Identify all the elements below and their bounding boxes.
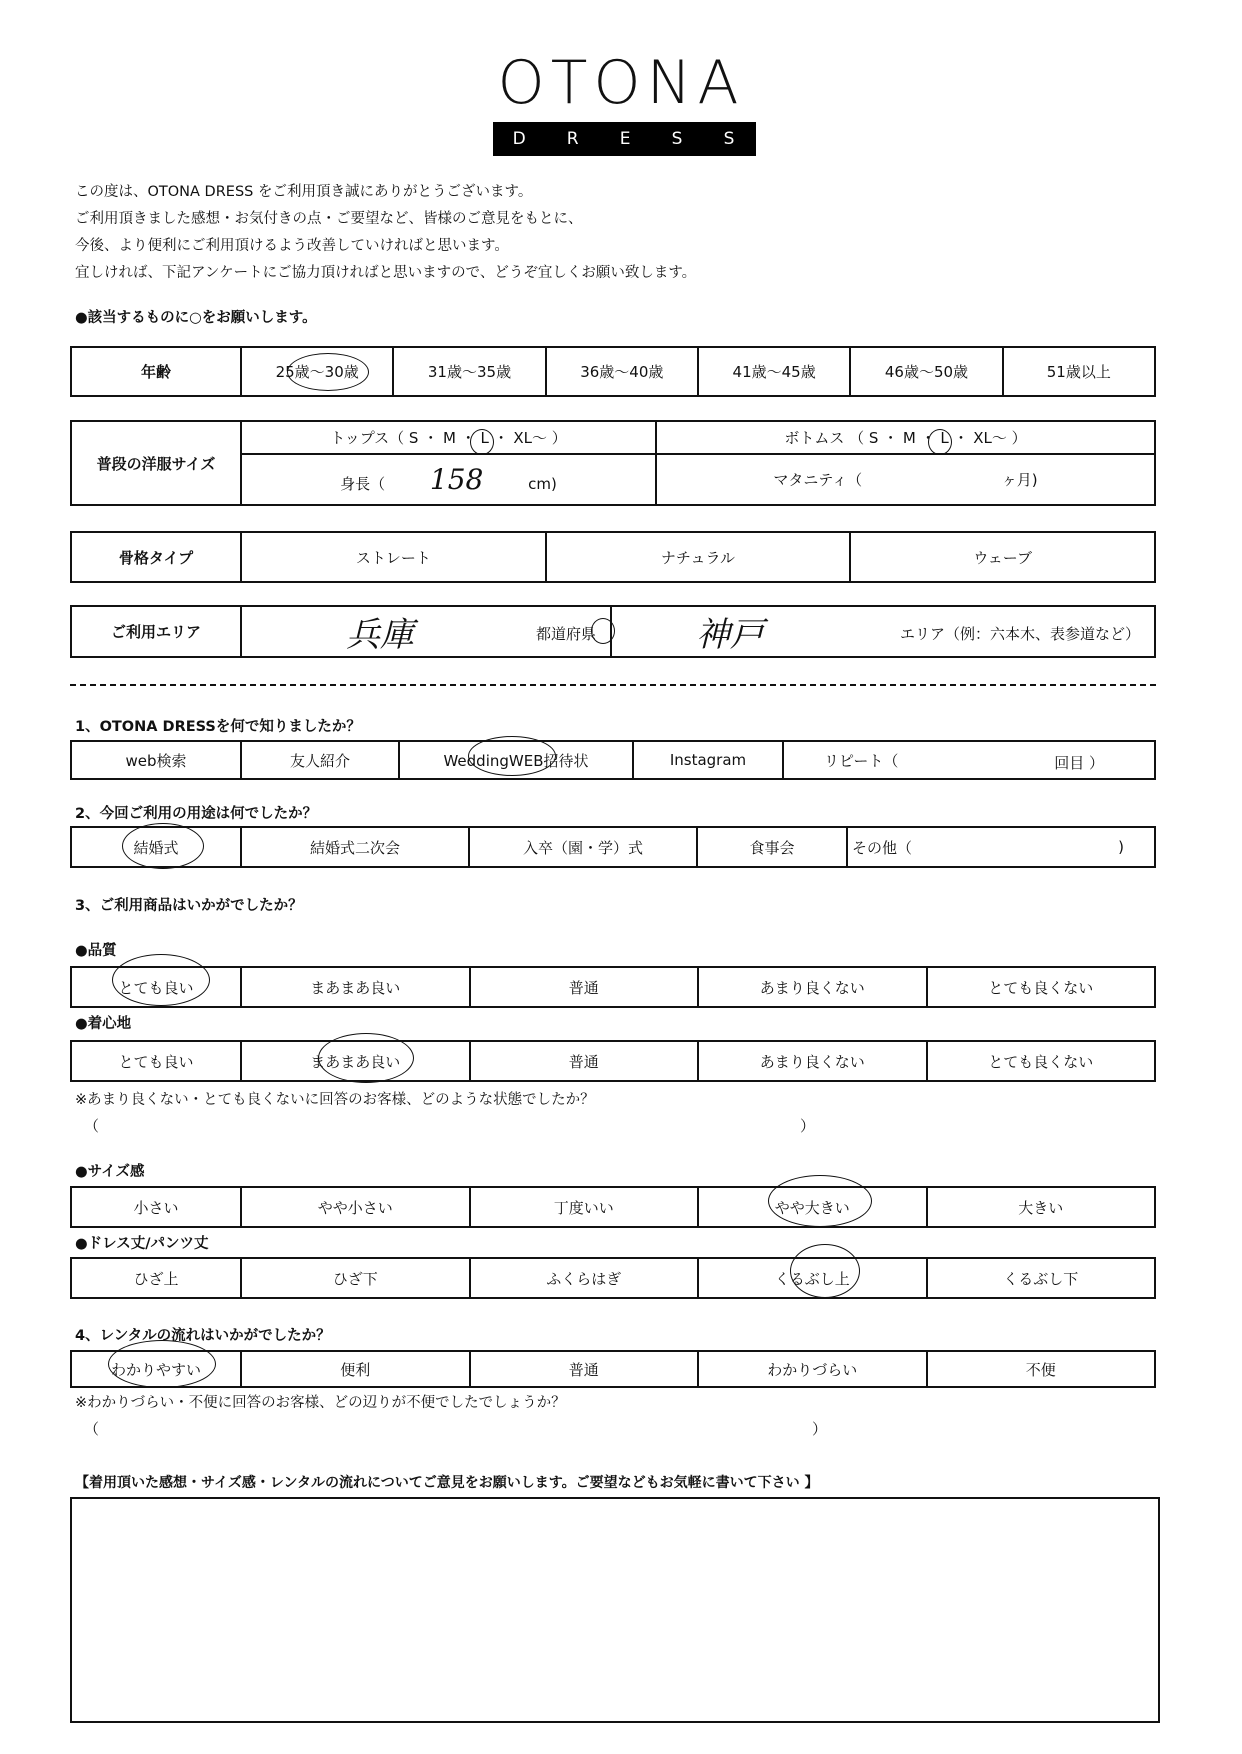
- intro-line: 今後、より便利にご利用頂けるよう改善していければと思います。: [75, 238, 509, 254]
- logo-subbar: [493, 122, 756, 156]
- comfort-open-paren: （: [84, 1117, 100, 1135]
- maternity-unit: ヶ月): [1001, 471, 1038, 490]
- q4-option[interactable]: 普通: [470, 1351, 699, 1387]
- intro-line: ご利用頂きました感想・お気付きの点・ご要望など、皆様のご意見をもとに、: [75, 211, 583, 227]
- intro-line: この度は、OTONA DRESS をご利用頂き誠にありがとうございます。: [75, 184, 533, 200]
- logo-letter: D: [512, 129, 528, 149]
- comfort-option[interactable]: あまり良くない: [698, 1041, 927, 1081]
- q4-close-paren: ）: [812, 1420, 828, 1438]
- age-table: [70, 346, 1156, 397]
- area-label: ご利用エリア: [71, 606, 241, 657]
- q2-other-field[interactable]: [847, 827, 1155, 867]
- intro-line: 宜しければ、下記アンケートにご協力頂ければと思いますので、どうぞ宜しくお願い致します。: [75, 265, 697, 281]
- tops-size[interactable]: トップス（ S ・ M ・ L ・ XL〜 ）: [241, 421, 656, 454]
- logo-letter: S: [723, 129, 737, 149]
- height-field[interactable]: [241, 454, 656, 505]
- quality-option[interactable]: 普通: [470, 967, 699, 1007]
- height-value: 158: [429, 463, 484, 497]
- q1-repeat-label: リピート（: [824, 751, 899, 770]
- q1-title: 1、OTONA DRESSを何で知りましたか？: [75, 719, 361, 735]
- comfort-close-paren: ）: [800, 1117, 816, 1135]
- comfort-option[interactable]: まあまあ良い: [241, 1041, 470, 1081]
- fit-table: [70, 1186, 1156, 1228]
- q2-option[interactable]: 食事会: [697, 827, 847, 867]
- q4-open-paren: （: [84, 1420, 100, 1438]
- quality-option[interactable]: とても良くない: [927, 967, 1156, 1007]
- body-type-option[interactable]: ナチュラル: [546, 532, 851, 582]
- q3-title: 3、ご利用商品はいかがでしたか？: [75, 898, 303, 914]
- age-option[interactable]: 31歳〜35歳: [393, 347, 545, 396]
- age-option[interactable]: 41歳〜45歳: [698, 347, 850, 396]
- q2-option[interactable]: 結婚式二次会: [241, 827, 469, 867]
- q2-other-label: その他（: [852, 838, 913, 857]
- quality-option[interactable]: あまり良くない: [698, 967, 927, 1007]
- length-option[interactable]: くるぶし下: [927, 1258, 1156, 1298]
- comfort-label: ●着心地: [75, 1016, 132, 1032]
- q4-note: ※わかりづらい・不便に回答のお客様、どの辺りが不便でしたでしょうか？: [75, 1395, 566, 1411]
- age-option[interactable]: 51歳以上: [1003, 347, 1155, 396]
- q1-table: [70, 740, 1156, 780]
- city-field[interactable]: [611, 606, 1155, 657]
- logo-letter: S: [671, 129, 685, 149]
- comfort-note: ※あまり良くない・とても良くないに回答のお客様、どのような状態でしたか？: [75, 1092, 595, 1108]
- age-option[interactable]: 46歳〜50歳: [850, 347, 1002, 396]
- prefecture-value: 兵庫: [346, 615, 414, 655]
- maternity-label: マタニティ（: [773, 471, 863, 490]
- comfort-option[interactable]: とても良くない: [927, 1041, 1156, 1081]
- maternity-field[interactable]: [656, 454, 1155, 505]
- fit-option[interactable]: 小さい: [71, 1187, 241, 1227]
- fit-option[interactable]: 大きい: [927, 1187, 1156, 1227]
- quality-option[interactable]: とても良い: [71, 967, 241, 1007]
- q1-repeat-field[interactable]: [783, 741, 1155, 779]
- fit-label: ●サイズ感: [75, 1164, 145, 1180]
- q2-table: [70, 826, 1156, 868]
- length-label: ●ドレス丈/パンツ丈: [75, 1236, 209, 1252]
- q4-option[interactable]: 不便: [927, 1351, 1156, 1387]
- q1-repeat-suffix: 回目 ）: [1054, 754, 1104, 772]
- city-suffix: エリア（例：六本木、表参道など）: [899, 625, 1140, 643]
- q4-title: 4、レンタルの流れはいかがでしたか？: [75, 1328, 331, 1344]
- body-type-label: 骨格タイプ: [71, 532, 241, 582]
- comfort-option[interactable]: 普通: [470, 1041, 699, 1081]
- logo-letter: E: [619, 129, 633, 149]
- comfort-option[interactable]: とても良い: [71, 1041, 241, 1081]
- comfort-table: [70, 1040, 1156, 1082]
- prefecture-suffix: 都道府県: [535, 625, 596, 643]
- length-option[interactable]: ひざ上: [71, 1258, 241, 1298]
- q1-option[interactable]: Instagram: [633, 741, 783, 779]
- q2-option[interactable]: 結婚式: [71, 827, 241, 867]
- fit-option[interactable]: やや小さい: [241, 1187, 470, 1227]
- section-divider: [70, 684, 1156, 686]
- quality-table: [70, 966, 1156, 1008]
- q4-option[interactable]: 便利: [241, 1351, 470, 1387]
- fit-option[interactable]: やや大きい: [698, 1187, 927, 1227]
- comment-title: 【着用頂いた感想・サイズ感・レンタルの流れについてご意見をお願いします。ご要望などもお気軽に書いて下さい 】: [75, 1475, 819, 1491]
- age-option[interactable]: 36歳〜40歳: [546, 347, 698, 396]
- q4-option[interactable]: わかりやすい: [71, 1351, 241, 1387]
- age-label: 年齢: [71, 347, 241, 396]
- q4-table: [70, 1350, 1156, 1388]
- q4-option[interactable]: わかりづらい: [698, 1351, 927, 1387]
- length-option[interactable]: ふくらはぎ: [470, 1258, 699, 1298]
- prefecture-field[interactable]: [241, 606, 611, 657]
- body-type-option[interactable]: ウェーブ: [850, 532, 1155, 582]
- height-label: 身長（: [340, 475, 386, 494]
- instruction: ●該当するものに○をお願いします。: [75, 310, 317, 326]
- length-table: [70, 1257, 1156, 1299]
- age-option[interactable]: 25歳〜30歳: [241, 347, 393, 396]
- quality-option[interactable]: まあまあ良い: [241, 967, 470, 1007]
- bottoms-size[interactable]: ボトムス （ S ・ M ・ L ・ XL〜 ）: [656, 421, 1155, 454]
- length-option[interactable]: くるぶし上: [698, 1258, 927, 1298]
- area-table: [70, 605, 1156, 658]
- city-value: 神戸: [696, 615, 764, 655]
- q2-title: 2、今回ご利用の用途は何でしたか？: [75, 806, 318, 822]
- body-type-option[interactable]: ストレート: [241, 532, 546, 582]
- fit-option[interactable]: 丁度いい: [470, 1187, 699, 1227]
- q2-other-close: ): [1118, 838, 1124, 856]
- q1-option[interactable]: web検索: [71, 741, 241, 779]
- height-unit: cm): [528, 475, 557, 494]
- q1-option[interactable]: 友人紹介: [241, 741, 399, 779]
- comment-box[interactable]: [70, 1497, 1160, 1723]
- body-type-table: [70, 531, 1156, 583]
- logo-letter: R: [566, 129, 581, 149]
- logo-wordmark: OTONA: [497, 48, 745, 118]
- quality-label: ●品質: [75, 943, 117, 959]
- size-label: 普段の洋服サイズ: [71, 421, 241, 505]
- size-table: [70, 420, 1156, 506]
- q1-option[interactable]: WeddingWEB招待状: [399, 741, 633, 779]
- q2-option[interactable]: 入卒（園・学）式: [469, 827, 697, 867]
- length-option[interactable]: ひざ下: [241, 1258, 470, 1298]
